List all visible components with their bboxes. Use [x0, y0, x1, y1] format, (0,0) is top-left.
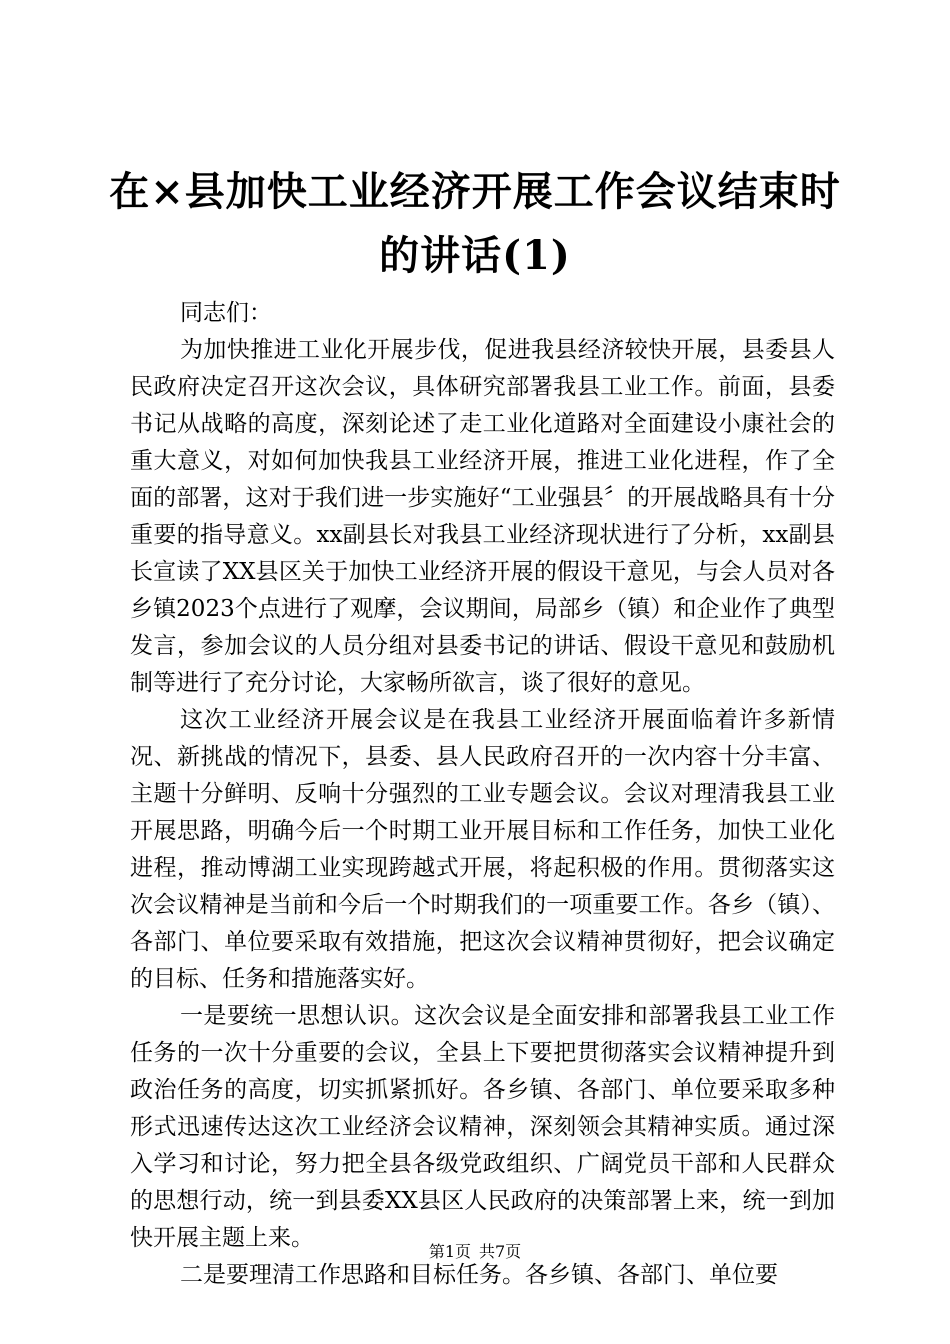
- paragraph: 为加快推进工业化开展步伐，促进我县经济较快开展，县委县人民政府决定召开这次会议，具体研究部署我县工业工作。前面，县委书记从战略的高度，深刻论述了走工业化道路对全面建设小康社会的重大意义，对如何加快我县工业经济开展，推进工业化进程，作了全面的部署，这对于我们进一步实施好“工业强县〞的开展战略具有十分重要的指导意义。xx副县长对我县工业经济现状进行了分析，xx副县长宣读了XX县区关于加快工业经济开展的假设干意见，与会人员对各乡镇2023个点进行了观摩，会议期间，局部乡（镇）和企业作了典型发言，参加会议的人员分组对县委书记的讲话、假设干意见和鼓励机制等进行了充分讨论，大家畅所欲言，谈了很好的意见。: [130, 337, 835, 696]
- page-total: 共7页: [479, 1242, 522, 1261]
- paragraph: 二是要理清工作思路和目标任务。各乡镇、各部门、单位要: [180, 1262, 778, 1288]
- page-number: 第1页: [428, 1242, 471, 1261]
- salutation: 同志们：: [180, 300, 272, 326]
- document-title: 在×县加快工业经济开展工作会议结束时的讲话(1): [109, 168, 841, 279]
- paragraph: 这次工业经济开展会议是在我县工业经济开展面临着许多新情况、新挑战的情况下，县委、县人民政府召开的一次内容十分丰富、主题十分鲜明、反响十分强烈的工业专题会议。会议对理清我县工业开展思路，明确今后一个时期工业开展目标和工作任务，加快工业化进程，推动博湖工业实现跨越式开展，将起积极的作用。贯彻落实这次会议精神是当前和今后一个时期我们的一项重要工作。各乡（镇）、各部门、单位要采取有效措施，把这次会议精神贯彻好，把会议确定的目标、任务和措施落实好。: [130, 707, 835, 992]
- document-body: [130, 295, 835, 1294]
- paragraph: 一是要统一思想认识。这次会议是全面安排和部署我县工业工作任务的一次十分重要的会议，全县上下要把贯彻落实会议精神提升到政治任务的高度，切实抓紧抓好。各乡镇、各部门、单位要采取多种形式迅速传达这次工业经济会议精神，深刻领会其精神实质。通过深入学习和讨论，努力把全县各级党政组织、广阔党员干部和人民群众的思想行动，统一到县委XX县区人民政府的决策部署上来，统一到加快开展主题上来。: [130, 1003, 835, 1251]
- page-footer: [0, 1242, 950, 1262]
